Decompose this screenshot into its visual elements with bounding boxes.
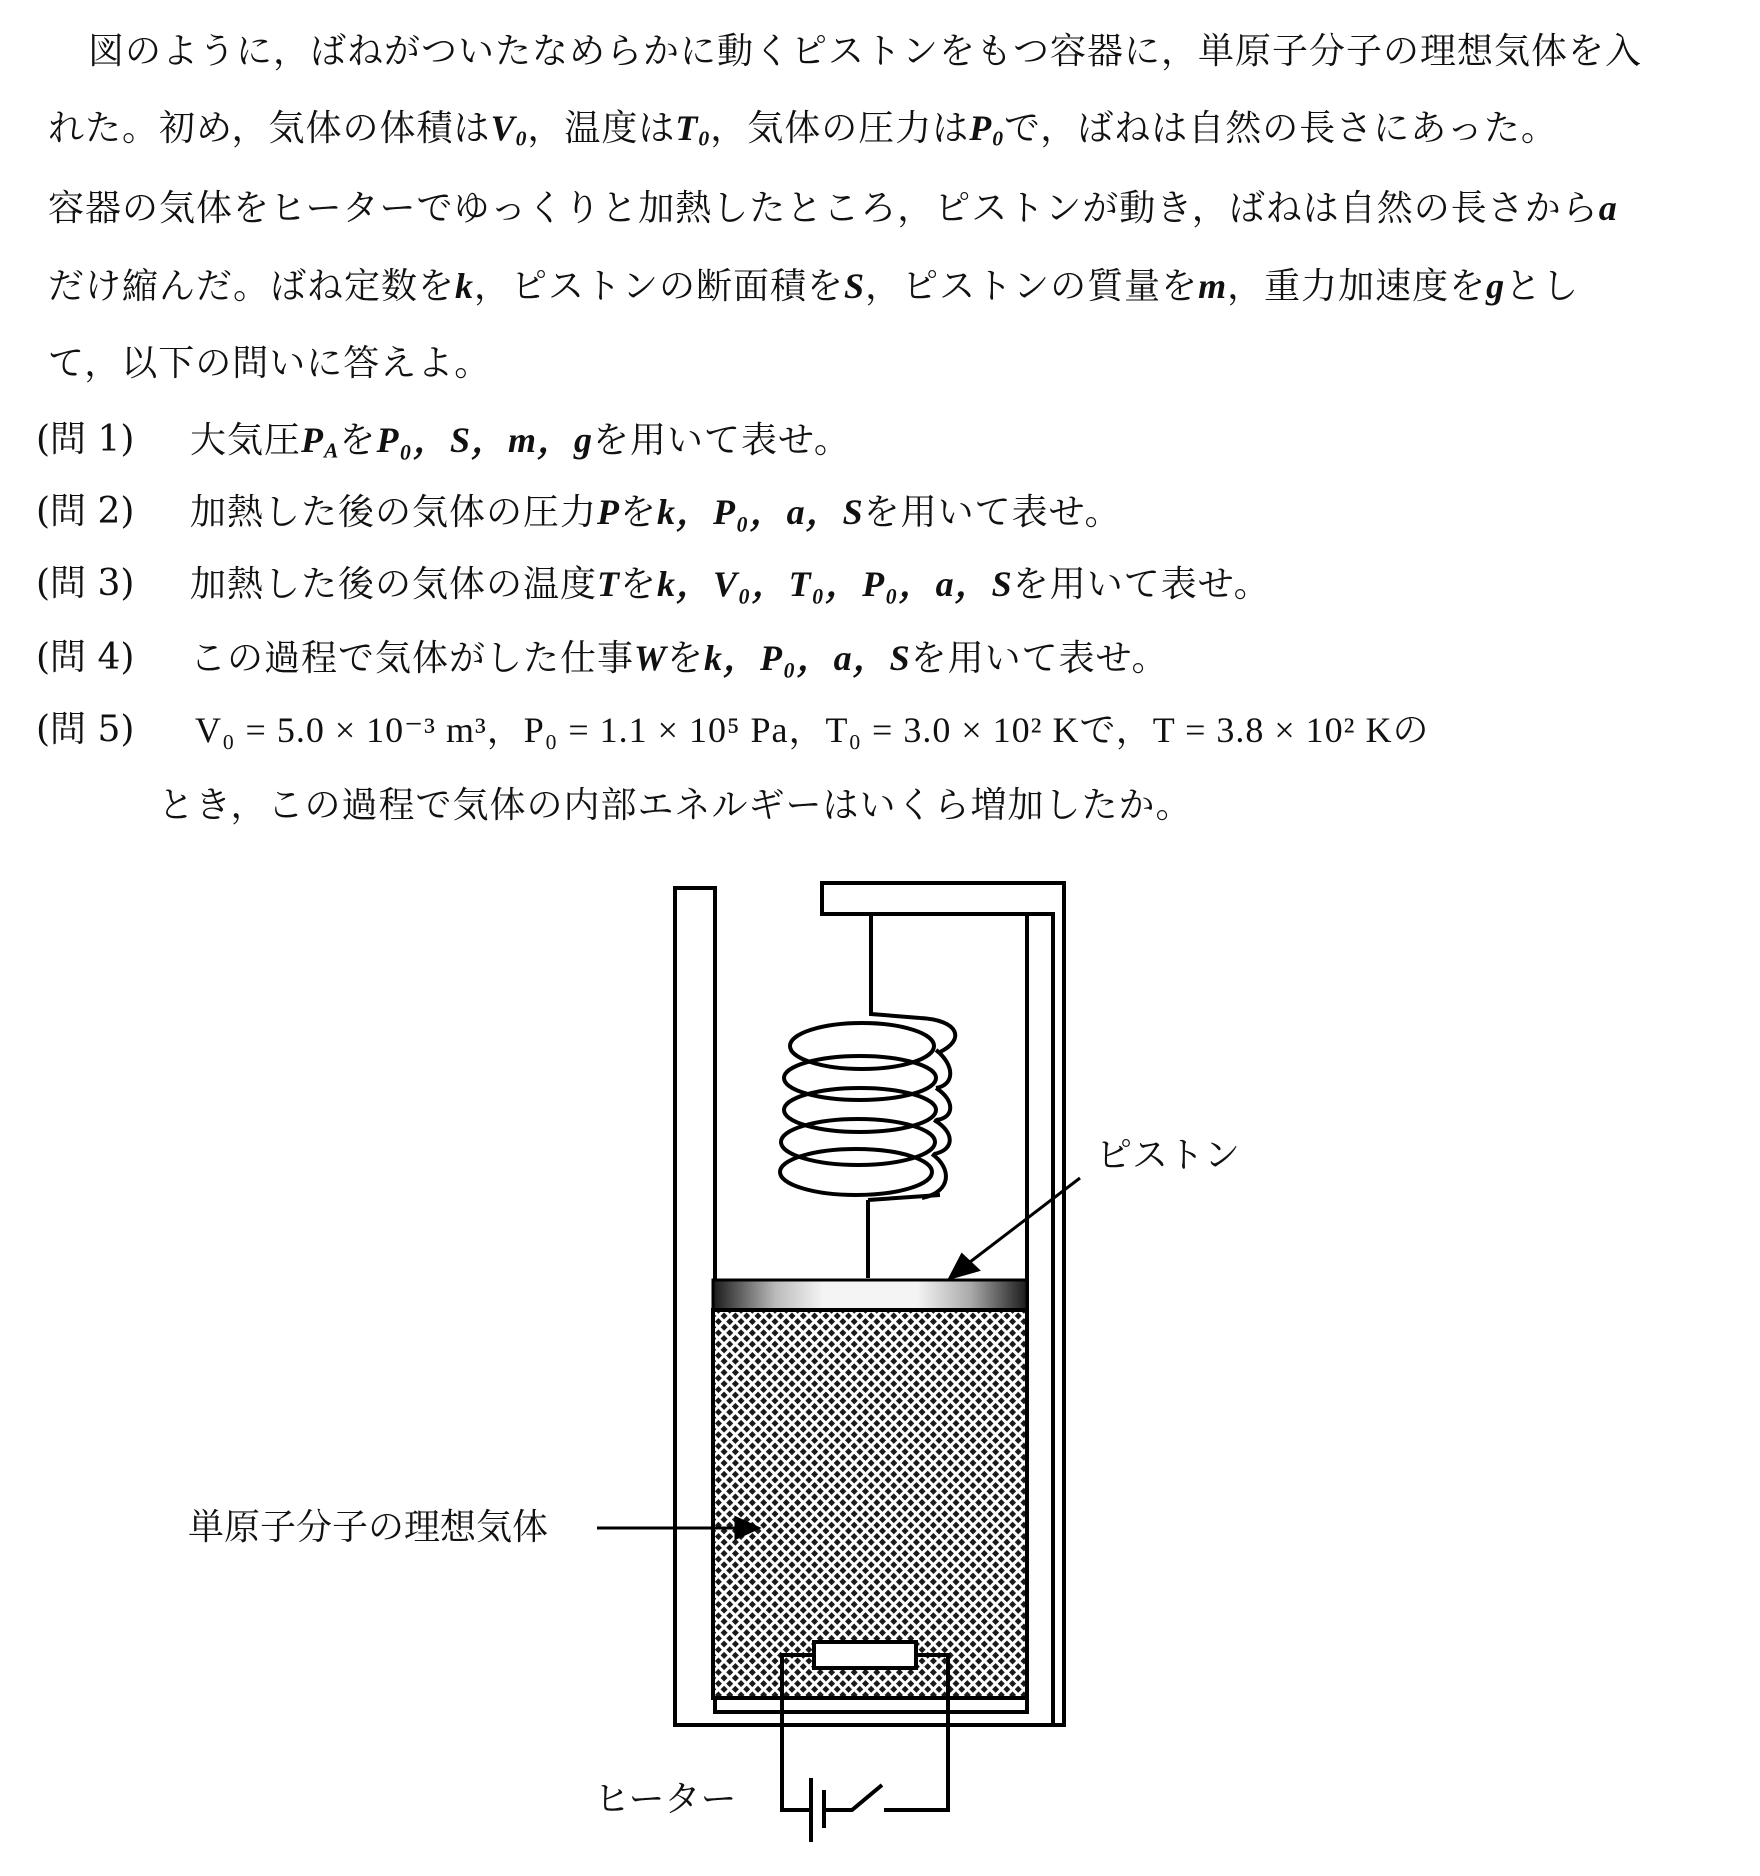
intro-text: ，温度は — [527, 108, 676, 149]
piston-label: ピストン — [1096, 1135, 1241, 1176]
var-t0: $T_0$ — [675, 108, 711, 151]
intro-text: ，ピストンの質量を — [865, 266, 1199, 307]
intro-text: とし — [1505, 266, 1580, 307]
var-m: m — [1198, 266, 1228, 306]
question-label: (問 4) — [36, 637, 135, 678]
question-text: V₀ = 5.0 × 10⁻³ m³，P₀ = 1.1 × 10⁵ Pa，T₀ = 3.0 × 10² Kで，T = 3.8 × 10² Kの — [195, 710, 1430, 751]
heater-label: ヒーター — [594, 1779, 737, 1820]
intro-text: で，ばねは自然の長さにあった。 — [1004, 108, 1558, 149]
question-label: (問 3) — [36, 563, 135, 604]
gas-label: 単原子分子の理想気体 — [188, 1507, 549, 1548]
intro-text: 図のように，ばねがついたなめらかに動くピストンをもつ容器に，単原子分子の理想気体を入 — [88, 31, 1643, 72]
intro-text: だけ縮んだ。ばね定数を — [48, 266, 456, 307]
var-s: S — [844, 266, 866, 306]
var-p0: $P_0$ — [969, 108, 1004, 151]
question-text: 大気圧$P_A$をP₀，S，m，gを用いて表せ。 — [190, 420, 851, 463]
intro-text: ，気体の圧力は — [710, 108, 970, 149]
question-label: (問 1) — [36, 419, 135, 460]
var-v0: $V_0$ — [490, 108, 528, 151]
question-text: 加熱した後の気体の温度Tをk，V₀，T₀，P₀，a，Sを用いて表せ。 — [190, 564, 1271, 605]
intro-text: て，以下の問いに答えよ。 — [48, 343, 492, 384]
question-label: (問 5) — [36, 709, 135, 750]
spring-coil — [780, 1018, 955, 1198]
piston — [713, 1280, 1027, 1310]
question-text: 加熱した後の気体の圧力Pをk，P₀，a，Sを用いて表せ。 — [190, 492, 1122, 533]
given-t: T = 3.8 × 10² K — [1152, 710, 1393, 750]
given-p0: P₀ = 1.1 × 10⁵ Pa — [523, 710, 789, 750]
given-v0: V₀ = 5.0 × 10⁻³ m³ — [195, 710, 487, 750]
intro-text: ，重力加速度を — [1227, 266, 1487, 307]
question-text-cont: とき，この過程で気体の内部エネルギーはいくら増加したか。 — [158, 785, 1193, 826]
heater-element — [814, 1642, 916, 1668]
question-label: (問 2) — [36, 491, 135, 532]
question-text: この過程で気体がした仕事Wをk，P₀，a，Sを用いて表せ。 — [190, 638, 1169, 679]
intro-text: れた。初め，気体の体積は — [48, 108, 491, 149]
var-a: a — [1598, 188, 1618, 228]
var-g: g — [1486, 266, 1506, 306]
given-t0: T₀ = 3.0 × 10² K — [825, 710, 1080, 750]
ideal-gas — [713, 1310, 1027, 1698]
intro-text: ，ピストンの断面積を — [474, 266, 845, 307]
var-k: k — [455, 266, 475, 306]
intro-text: 容器の気体をヒーターでゆっくりと加熱したところ，ピストンが動き，ばねは自然の長さから — [48, 188, 1599, 229]
